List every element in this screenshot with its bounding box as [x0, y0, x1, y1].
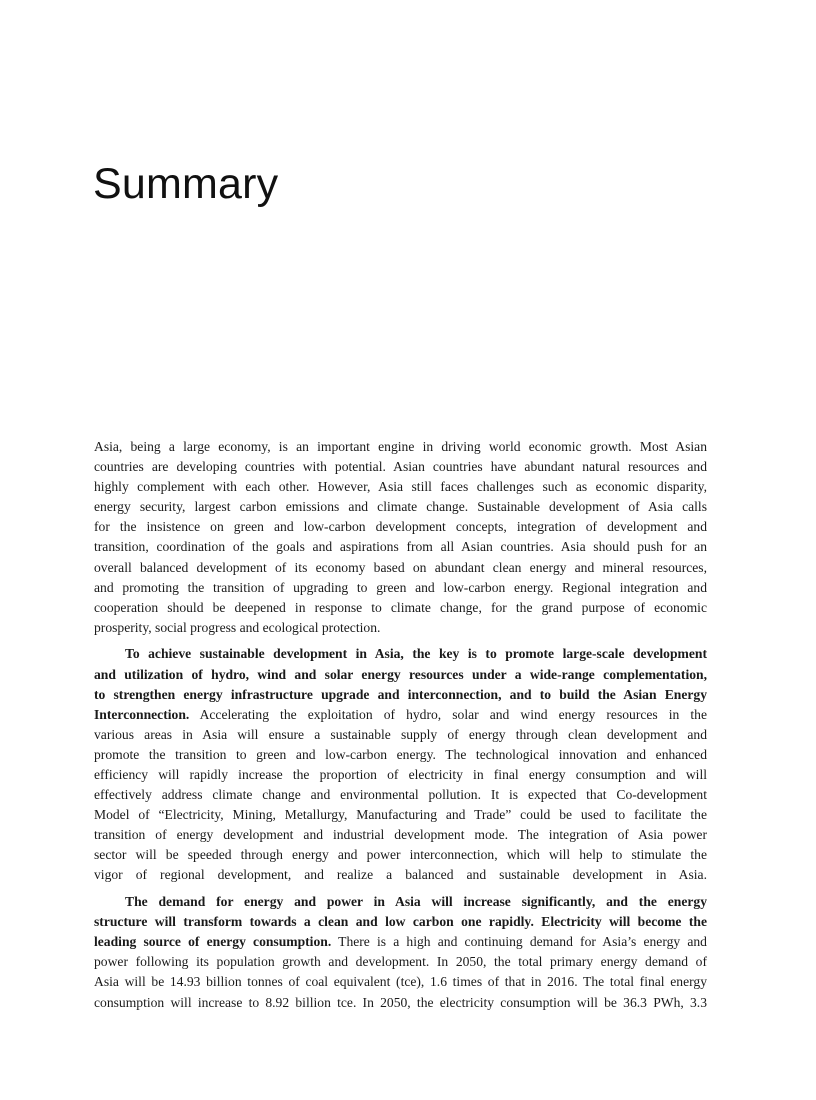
page-title: Summary: [93, 160, 279, 208]
text: Asia will be 14.93 billion tonnes of coal equivalent (tce), 1.6 times of that in 2016. The total final energy: [94, 974, 707, 990]
text-line: [94, 765, 707, 785]
text: cooperation should be deepened in response to climate change, for the grand purpose of economic: [94, 599, 707, 615]
text-line: [94, 785, 707, 805]
text: effectively address climate change and environmental pollution. It is expected that Co-development: [94, 787, 707, 803]
text: energy security, largest carbon emissions and climate change. Sustainable development of Asia calls: [94, 499, 707, 515]
text-line: [94, 912, 707, 932]
text: transition, coordination of the goals and aspirations from all Asian countries. Asia should push for an: [94, 539, 707, 555]
paragraph: [94, 892, 707, 1013]
text: Asia, being a large economy, is an important engine in driving world economic growth. Most Asian: [94, 439, 707, 454]
text-line: [94, 972, 707, 992]
text: for the insistence on green and low-carbon development concepts, integration of development and: [94, 519, 707, 535]
text-line: [94, 497, 707, 517]
text-line: [94, 845, 707, 865]
bold-text: Interconnection.: [94, 706, 190, 722]
text-line: [94, 952, 707, 972]
paragraph: [94, 437, 707, 638]
text-line: [94, 477, 707, 497]
text: sector will be speeded through energy and power interconnection, which will help to stimulate the: [94, 847, 707, 863]
text-line: [94, 578, 707, 598]
text: and promoting the transition of upgrading to green and low-carbon energy. Regional integration and: [94, 579, 707, 595]
text-line: [94, 618, 707, 638]
text-line: [94, 892, 707, 912]
text: Model of “Electricity, Mining, Metallurgy, Manufacturing and Trade” could be used to facilitate the: [94, 807, 707, 823]
text-line: [94, 825, 707, 845]
text: prosperity, social progress and ecological protection.: [94, 619, 381, 635]
text-line: [94, 437, 707, 457]
text-line: [94, 558, 707, 578]
text: power following its population growth and development. In 2050, the total primary energy demand of: [94, 954, 707, 970]
text-line: [94, 865, 707, 885]
text-line: [94, 993, 707, 1013]
bold-text: To achieve sustainable development in Asia, the key is to promote large-scale development: [125, 646, 707, 662]
text-line: [94, 537, 707, 557]
text: vigor of regional development, and realize a balanced and sustainable development in Asia.: [94, 867, 707, 883]
bold-text: The demand for energy and power in Asia will increase significantly, and the energy: [125, 894, 707, 910]
text: consumption will increase to 8.92 billion tce. In 2050, the electricity consumption will be 36.3 PWh, 3.3: [94, 994, 707, 1010]
text-line: [94, 685, 707, 705]
text: highly complement with each other. However, Asia still faces challenges such as economic disparity,: [94, 479, 707, 495]
summary-body: [94, 437, 707, 1019]
text: various areas in Asia will ensure a sustainable supply of energy through clean development and: [94, 726, 707, 742]
text: There is a high and continuing demand for Asia’s energy and: [331, 934, 707, 950]
text: overall balanced development of its economy based on abundant clean energy and mineral resources,: [94, 559, 707, 575]
text-line: [94, 457, 707, 477]
text: transition of energy development and industrial development mode. The integration of Asia power: [94, 827, 707, 843]
bold-text: leading source of energy consumption.: [94, 934, 332, 950]
bold-text: to strengthen energy infrastructure upgrade and interconnection, and to build the Asian Energy: [94, 686, 707, 702]
text-line: [94, 805, 707, 825]
text-line: [94, 932, 707, 952]
text-line: [94, 598, 707, 618]
text-line: [94, 705, 707, 725]
text: promote the transition to green and low-carbon energy. The technological innovation and enhanced: [94, 746, 707, 762]
text-line: [94, 517, 707, 537]
bold-text: and utilization of hydro, wind and solar energy resources under a wide-range complementation,: [94, 666, 707, 682]
text-line: [94, 665, 707, 685]
bold-text: structure will transform towards a clean and low carbon one rapidly. Electricity will become the: [94, 914, 707, 930]
text-line: [94, 644, 707, 664]
text: efficiency will rapidly increase the proportion of electricity in final energy consumption and will: [94, 767, 707, 782]
text: countries are developing countries with potential. Asian countries have abundant natural resources and: [94, 459, 707, 475]
text: Accelerating the exploitation of hydro, solar and wind energy resources in the: [189, 706, 707, 722]
paragraph: [94, 644, 707, 885]
text-line: [94, 745, 707, 765]
text-line: [94, 725, 707, 745]
